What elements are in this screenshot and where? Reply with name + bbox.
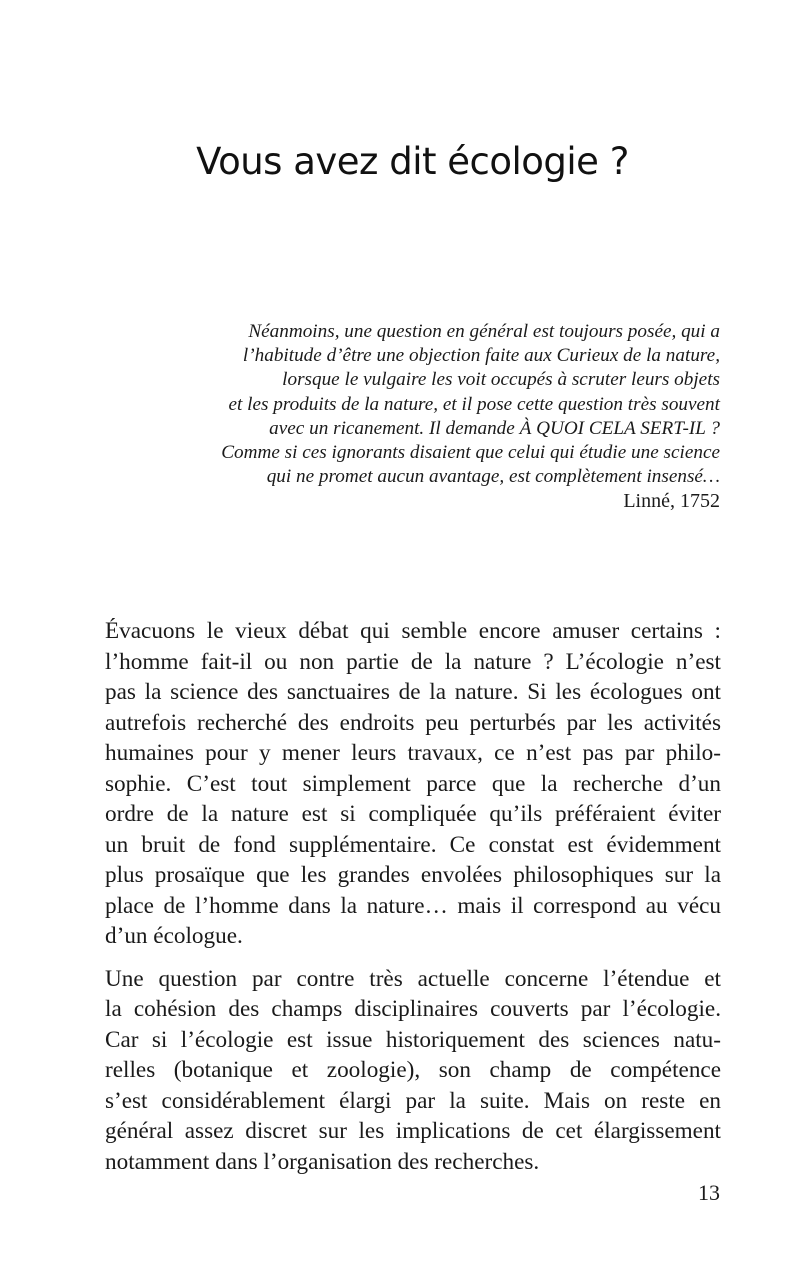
text-line: sophie. C’est tout simplement parce que la recherche d’un: [105, 770, 721, 797]
text-line: notamment dans l’organisation des recherches.: [105, 1148, 540, 1175]
chapter-title: Vous avez dit écologie ?: [196, 140, 629, 183]
text-line: Car si l’écologie est issue historiquement des sciences natu-: [105, 1026, 721, 1053]
epigraph-line: avec un ricanement. Il demande À QUOI CELA SERT-IL ?: [269, 417, 720, 439]
text-line: d’un écologue.: [105, 923, 243, 949]
epigraph-line: et les produits de la nature, et il pose cette question très souvent: [228, 393, 720, 415]
epigraph-line: Néanmoins, une question en général est toujours posée, qui a: [248, 321, 720, 342]
paragraph: [105, 964, 721, 1178]
text-line: général assez discret sur les implications de cet élargissement: [105, 1118, 721, 1144]
paragraph: [105, 616, 721, 952]
epigraph-line: Comme si ces ignorants disaient que celui qui étudie une science: [221, 442, 720, 464]
page-number: 13: [698, 1180, 720, 1205]
text-line: Évacuons le vieux débat qui semble encore amuser certains :: [105, 618, 721, 644]
text-line: Une question par contre très actuelle concerne l’étendue et: [105, 965, 721, 992]
text-line: s’est considérablement élargi par la suite. Mais on reste en: [105, 1087, 721, 1114]
epigraph-line: qui ne promet aucun avantage, est complètement insensé…: [266, 466, 720, 488]
text-line: autrefois recherché des endroits peu perturbés par les activités: [105, 709, 721, 736]
text-line: ordre de la nature est si compliquée qu’ils préféraient éviter: [105, 801, 721, 827]
epigraph-line: l’habitude d’être une objection faite aux Curieux de la nature,: [242, 345, 720, 367]
text-line: un bruit de fond supplémentaire. Ce constat est évidemment: [105, 831, 721, 858]
text-line: relles (botanique et zoologie), son champ de compétence: [105, 1057, 721, 1083]
text-line: la cohésion des champs disciplinaires couverts par l’écologie.: [105, 996, 721, 1022]
text-line: humaines pour y mener leurs travaux, ce n’est pas par philo-: [105, 740, 721, 766]
text-line: plus prosaïque que les grandes envolées philosophiques sur la: [105, 862, 721, 888]
epigraph: [100, 320, 720, 513]
text-line: pas la science des sanctuaires de la nature. Si les écologues ont: [105, 679, 721, 705]
body-text: [105, 616, 721, 1189]
epigraph-line: lorsque le vulgaire les voit occupés à scruter leurs objets: [282, 369, 720, 391]
text-line: place de l’homme dans la nature… mais il correspond au vécu: [105, 892, 721, 919]
text-line: l’homme fait-il ou non partie de la nature ? L’écologie n’est: [105, 648, 721, 675]
epigraph-attribution: Linné, 1752: [623, 490, 720, 513]
